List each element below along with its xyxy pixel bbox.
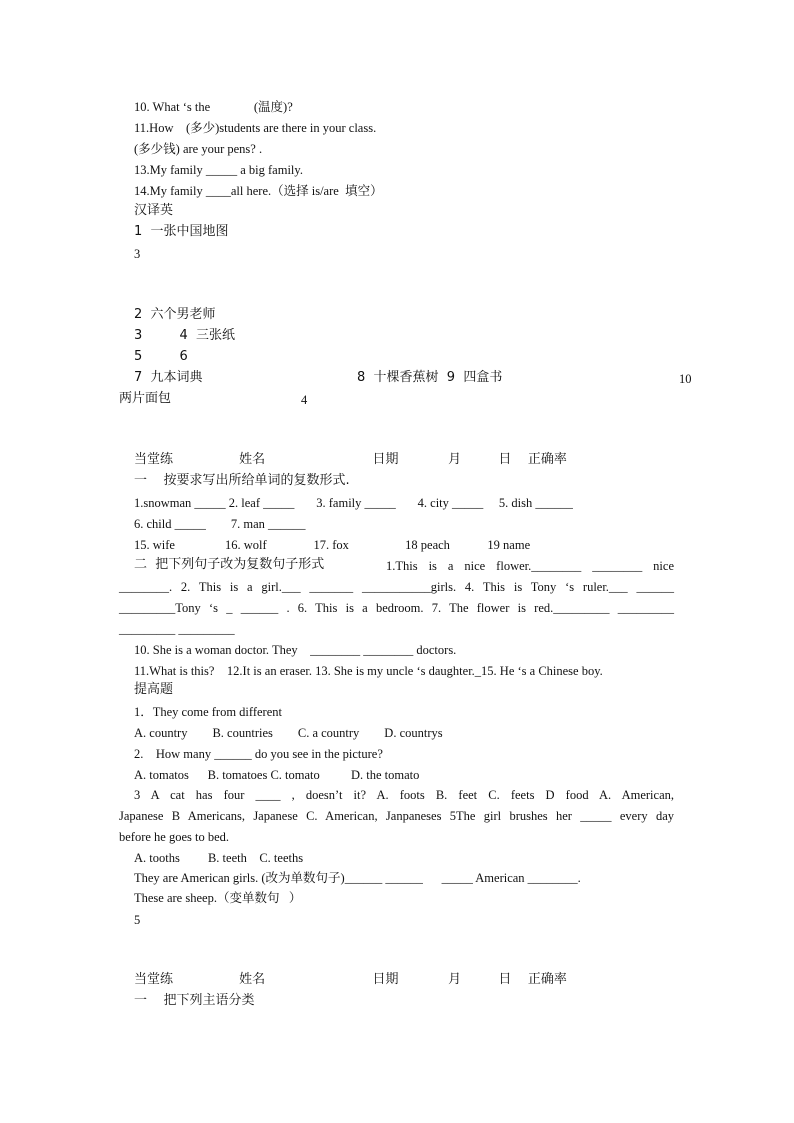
section-plural-forms: 一 按要求写出所给单词的复数形式. <box>134 473 350 488</box>
plural-sentences-11-15: 11.What is this? 12.It is an eraser. 13. She is my uncle ‘s daughter._15. He ‘s a Chinese boy. <box>134 664 603 678</box>
question-5-options: A. tooths B. teeth C. teeths <box>134 851 304 865</box>
section-classify-subjects: 一 把下列主语分类 <box>134 993 255 1008</box>
question-4-5: Japanese B Americans, Japanese C. American, Janpaneses 5The girl brushes her _____ every day <box>119 809 674 823</box>
section-plural-sentences: 二 把下列句子改为复数句子形式 <box>134 557 325 572</box>
line-q14: 14.My family ____all here.（选择 is/are 填空） <box>134 184 383 198</box>
question-3: 3 A cat has four ____ , doesn’t it? A. foots B. feet C. feets D food A. American, <box>134 788 674 802</box>
translate-item-2: 2 六个男老师 <box>134 307 216 322</box>
number-5: 5 <box>134 913 141 927</box>
line-q13: 13.My family _____ a big family. <box>134 163 303 177</box>
line-q10: 10. What ‘s the (温度)? <box>134 100 293 114</box>
question-singular-2: These are sheep.（变单数句 ） <box>134 891 302 905</box>
practice-header-2: 当堂练 姓名 日期 月 日 正确率 <box>134 972 567 987</box>
translate-item-1: 1 一张中国地图 <box>134 224 229 239</box>
translate-item-5-6: 5 6 <box>134 349 188 364</box>
question-1-options: A. country B. countries C. a country D. countrys <box>134 726 443 740</box>
plural-words-row-1: 1.snowman _____ 2. leaf _____ 3. family _____ 4. city _____ 5. dish ______ <box>134 496 573 510</box>
translate-item-8-9: 8 十棵香蕉树 9 四盒书 <box>357 370 503 385</box>
number-3: 3 <box>134 247 141 261</box>
question-5-cont: before he goes to bed. <box>119 830 230 844</box>
plural-sentences-row-4: _________ _________ <box>119 622 235 636</box>
plural-sentence-1: 1.This is a nice flower.________ ________ nice <box>386 559 674 573</box>
translate-item-bread: 两片面包 <box>119 391 172 406</box>
translate-item-3-4: 3 4 三张纸 <box>134 328 235 343</box>
practice-header: 当堂练 姓名 日期 月 日 正确率 <box>134 452 567 467</box>
question-1: 1．They come from different <box>134 705 282 719</box>
line-q11: 11.How (多少)students are there in your class. <box>134 121 377 135</box>
plural-sentence-10: 10. She is a woman doctor. They ________ ________ doctors. <box>134 643 457 657</box>
question-2-options: A. tomatos B. tomatoes C. tomato D. the tomato <box>134 768 420 782</box>
plural-words-row-2: 6. child _____ 7. man ______ <box>134 517 306 531</box>
plural-words-row-3: 15. wife 16. wolf 17. fox 18 peach 19 name <box>134 538 531 552</box>
question-singular-1: They are American girls. (改为单数句子)______ ______ _____ American ________. <box>134 871 581 885</box>
plural-sentences-row-2: ________. 2. This is a girl.___ _______ ___________girls. 4. This is Tony ‘s ruler.___ ______ <box>119 580 674 594</box>
translate-item-7: 7 九本词典 <box>134 370 203 385</box>
question-2: 2. How many ______ do you see in the picture? <box>134 747 383 761</box>
number-4: 4 <box>301 393 308 407</box>
heading-translate: 汉译英 <box>134 203 174 218</box>
plural-sentences-row-3: _________Tony ‘s _ ______ . 6. This is a bedroom. 7. The flower is red._________ _________ <box>119 601 674 615</box>
heading-advanced: 提高题 <box>134 682 174 697</box>
number-10: 10 <box>679 372 692 386</box>
line-q12: (多少钱) are your pens? . <box>134 142 263 156</box>
